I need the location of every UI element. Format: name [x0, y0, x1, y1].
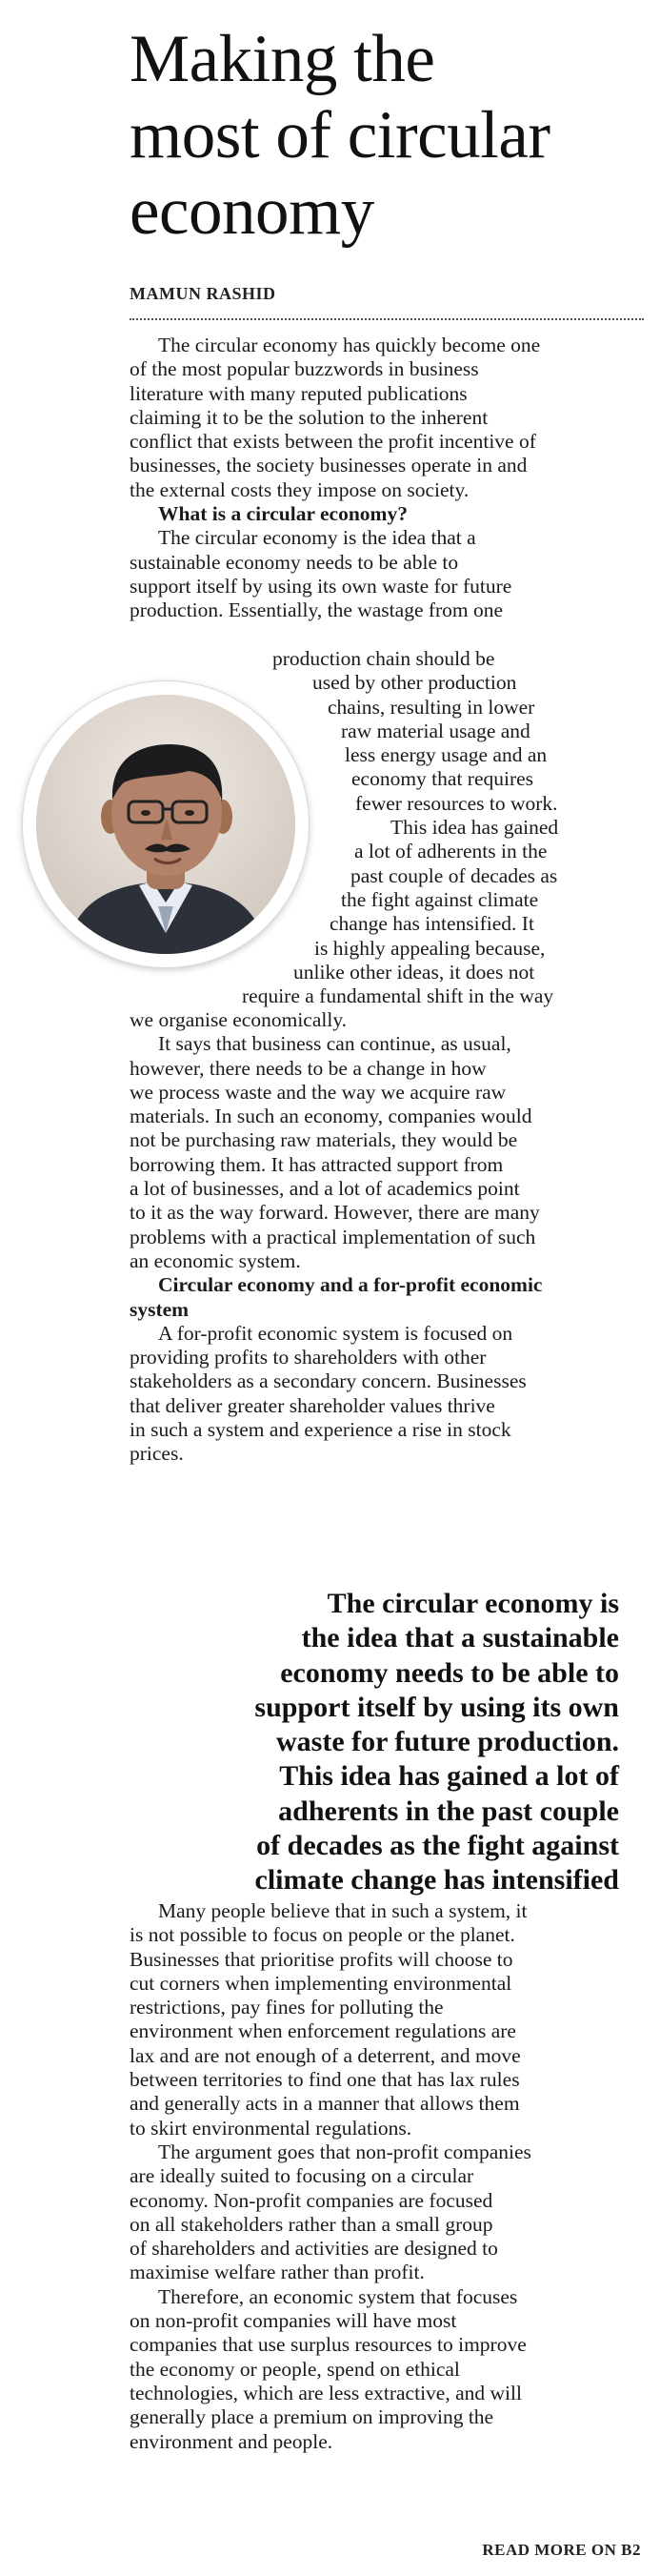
wrap-line: chains, resulting in lower	[328, 695, 535, 719]
pull-quote-line: climate change has intensified	[254, 1864, 619, 1897]
article-body-top	[130, 334, 644, 623]
body-line: generally place a premium on improving the	[130, 2405, 494, 2429]
pull-quote-line: waste for future production.	[276, 1726, 619, 1758]
wrap-line: raw material usage and	[341, 719, 530, 742]
body-line: on non-profit companies will have most	[130, 2309, 457, 2333]
body-line: on all stakeholders rather than a small group	[130, 2212, 493, 2236]
wrap-line: fewer resources to work.	[355, 791, 558, 815]
body-line: that deliver greater shareholder values thrive	[130, 1393, 495, 1417]
section3-paragraph-3	[130, 2285, 644, 2454]
body-line: Therefore, an economic system that focuses	[158, 2284, 518, 2308]
body-line: It says that business can continue, as usual,	[158, 1032, 511, 1056]
intro-line: businesses, the society businesses operate in and	[130, 454, 528, 477]
body-line: support itself by using its own waste for future	[130, 574, 512, 598]
body-line: Many people believe that in such a system, it	[158, 1899, 528, 1922]
wrap-line: the fight against climate	[341, 887, 539, 911]
section-heading-for-profit	[130, 1273, 644, 1297]
body-line: problems with a practical implementation of such	[130, 1225, 536, 1248]
body-line: to skirt environmental regulations.	[130, 2116, 412, 2140]
section3-paragraph-1	[130, 1899, 644, 2140]
body-line: The argument goes that non-profit companies	[158, 2140, 531, 2163]
author-photo	[23, 681, 309, 967]
wrap-line: production chain should be	[272, 647, 495, 670]
body-line: technologies, which are less extractive, and will	[130, 2381, 522, 2404]
intro-line: of the most popular buzzwords in business	[130, 357, 479, 381]
pull-quote-line: the idea that a sustainable	[301, 1622, 619, 1654]
section-heading-for-profit-cont: system	[130, 1297, 190, 1321]
heading-line: Circular economy and a for-profit economic	[158, 1273, 543, 1297]
headline-line-3: economy	[130, 174, 374, 249]
body-line: of shareholders and activities are designed to	[130, 2237, 498, 2261]
wrap-line: require a fundamental shift in the way	[242, 984, 554, 1008]
wrap-line: a lot of adherents in the	[354, 840, 548, 863]
wrap-line: is highly appealing because,	[314, 936, 546, 960]
byline-divider	[130, 318, 644, 320]
wrap-line: less energy usage and an	[345, 743, 548, 767]
section1-paragraph-top	[130, 526, 644, 622]
pull-quote-line: support itself by using its own	[254, 1691, 619, 1723]
body-line: sustainable economy needs to be able to	[130, 550, 459, 574]
intro-line: the external costs they impose on society.	[130, 477, 470, 501]
body-line: production. Essentially, the wastage from one	[130, 598, 504, 622]
body-line: stakeholders as a secondary concern. Businesses	[130, 1369, 527, 1393]
body-line: not be purchasing raw materials, they would be	[130, 1128, 518, 1152]
body-line: to it as the way forward. However, there are many	[130, 1201, 540, 1225]
section3-paragraph-2	[130, 2140, 644, 2285]
wrap-line: past couple of decades as	[350, 863, 558, 887]
headline-line-1: Making the	[130, 22, 435, 96]
body-line: restrictions, pay fines for polluting the	[130, 1996, 444, 2019]
headline	[130, 21, 644, 250]
intro-line: The circular economy has quickly become one	[158, 334, 541, 356]
body-line: is not possible to focus on people or the planet.	[130, 1923, 515, 1947]
wrap-line: change has intensified. It	[330, 912, 534, 936]
body-line: in such a system and experience a rise in stock	[130, 1418, 511, 1442]
headline-line-2: most of circular	[130, 98, 550, 172]
article-body-bottom	[130, 1899, 644, 2454]
body-line: an economic system.	[130, 1248, 301, 1272]
body-line: cut corners when implementing environmental	[130, 1971, 512, 1995]
pull-quote-line: economy needs to be able to	[280, 1656, 619, 1689]
intro-line: conflict that exists between the profit incentive of	[130, 430, 536, 454]
wrap-line: economy that requires	[351, 767, 534, 791]
body-line: a lot of businesses, and a lot of academics point	[130, 1177, 520, 1201]
article-body-middle	[130, 1008, 644, 1467]
body-line: providing profits to shareholders with other	[130, 1346, 487, 1369]
body-line: materials. In such an economy, companies would	[130, 1105, 532, 1128]
pull-quote-line: The circular economy is	[327, 1588, 619, 1619]
author-portrait	[36, 695, 295, 954]
section-heading-circular-economy: What is a circular economy?	[158, 502, 408, 526]
wrap-line: unlike other ideas, it does not	[293, 960, 535, 984]
body-line: The circular economy is the idea that a	[158, 526, 476, 550]
wrap-line: used by other production	[312, 671, 517, 695]
section2-paragraph-1	[130, 1322, 644, 1467]
section1-paragraph-2	[130, 1032, 644, 1273]
pull-quote	[162, 1587, 619, 1898]
body-line: however, there needs to be a change in how	[130, 1056, 487, 1080]
pull-quote-line: This idea has gained a lot of	[279, 1760, 619, 1793]
pull-quote-line: adherents in the past couple	[278, 1795, 619, 1827]
body-line: Businesses that prioritise profits will choose to	[130, 1947, 513, 1971]
body-line: companies that use surplus resources to improve	[130, 2333, 527, 2357]
body-line: and generally acts in a manner that allows them	[130, 2092, 520, 2116]
body-line: economy. Non-profit companies are focused	[130, 2188, 493, 2212]
intro-line: literature with many reputed publications	[130, 381, 468, 405]
body-line: are ideally suited to focusing on a circular	[130, 2164, 474, 2188]
body-line: the economy or people, spend on ethical	[130, 2357, 460, 2381]
intro-line: claiming it to be the solution to the inherent	[130, 405, 489, 429]
pull-quote-line: of decades as the fight against	[256, 1830, 619, 1862]
body-line: between territories to find one that has lax rules	[130, 2068, 520, 2092]
author-byline: MAMUN RASHID	[130, 284, 276, 303]
body-line: maximise welfare rather than profit.	[130, 2261, 425, 2284]
body-line: environment and people.	[130, 2429, 333, 2453]
body-line: lax and are not enough of a deterrent, and move	[130, 2043, 521, 2067]
author-portrait-illustration	[36, 695, 295, 954]
body-line: A for-profit economic system is focused on	[158, 1321, 513, 1345]
body-line: we process waste and the way we acquire raw	[130, 1080, 507, 1104]
body-line: we organise economically.	[130, 1008, 348, 1031]
intro-paragraph	[130, 334, 644, 502]
body-line: borrowing them. It has attracted support from	[130, 1152, 504, 1176]
read-more-link[interactable]: READ MORE ON B2	[482, 2541, 641, 2559]
wrap-line: This idea has gained	[390, 816, 559, 840]
body-line: prices.	[130, 1442, 184, 1466]
body-line: environment when enforcement regulations are	[130, 2019, 516, 2043]
